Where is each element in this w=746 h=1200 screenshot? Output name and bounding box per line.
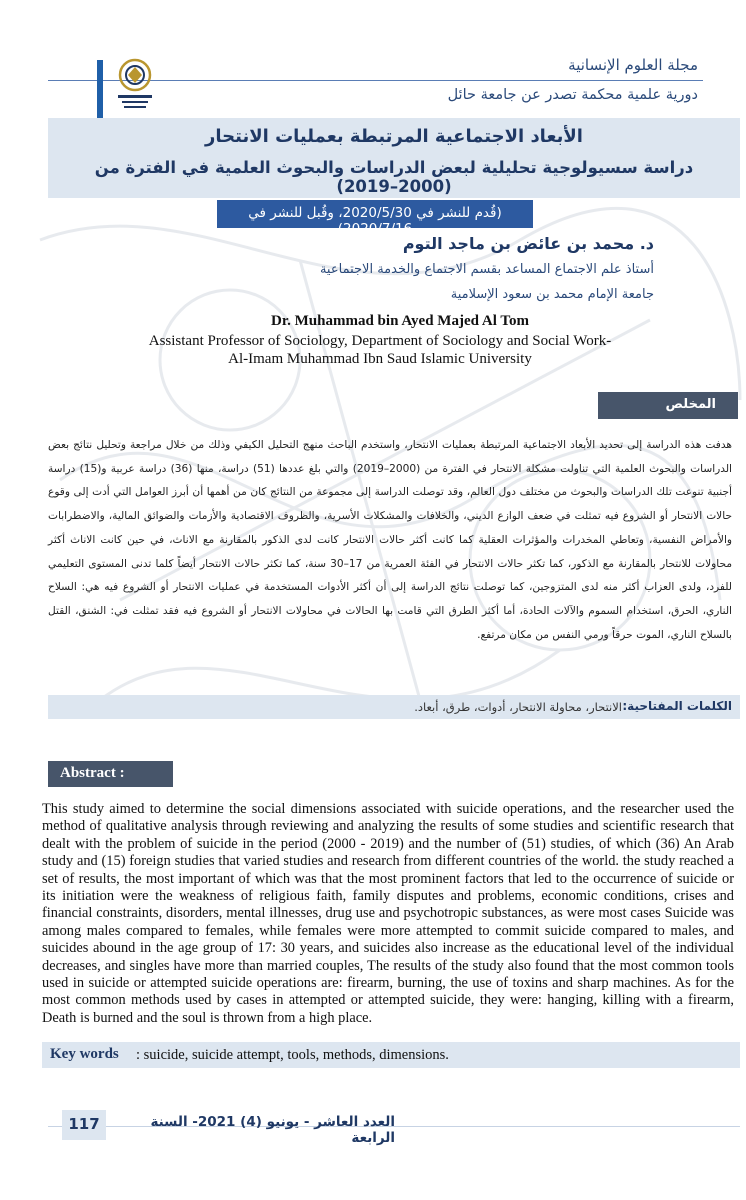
- author-position-english: Assistant Professor of Sociology, Department of Sociology and Social Work-: [148, 333, 612, 349]
- article-subtitle: دراسة سسيولوجية تحليلية لبعض الدراسات والبحوث العلمية في الفترة من (2000–2019): [94, 158, 694, 196]
- english-abstract-heading-box: [48, 761, 173, 787]
- arabic-keywords-text: الانتحار، محاولة الانتحار، أدوات، طرق، أبعاد.: [414, 700, 622, 714]
- submission-dates-badge: [217, 200, 533, 237]
- english-abstract-heading: Abstract :: [60, 765, 125, 781]
- arabic-keywords-label: الكلمات المفتاحية:: [622, 699, 732, 713]
- page-number: 117: [68, 1115, 100, 1133]
- english-abstract-text: This study aimed to determine the social dimensions associated with suicide operations, and the researcher used the method of qualitative analysis through reviewing and analyzing the results of some studies and scientific research that dealt with the problem of suicide in the period (2000 - 2019) and the number of (51) studies, of which (36) An Arab study and (15) foreign studies that varied studies and research from different countries of the world. the study reached a set of results, the most important of which was that the most prominent factors that led to the occurrence of suicide or its initiation were the weakness of religious faith, family disputes and problems, economic conditions, crises and financial constraints, disorders, mental illnesses, drug use and psychotropic substances, as were most cases Suicide was among males compared to females, while females were more attempted to commit suicide compared to males, and suicides abound in the age group of 17: 30 years, and suicides also increase as the educational level of the individual decreases, and singles have more than married couples, The results of the study also found that the most common tools used in suicide or attempted suicide operations are: firearm, burning, the use of toxins and sharp machines. As for the most common methods used by cases in attempted or attempted suicide, they were: hanging, killing with a firearm, Death is burned and the soul is thrown from a high place.: [42, 801, 734, 1026]
- article-title: الأبعاد الاجتماعية المرتبطة بعمليات الانتحار: [205, 126, 583, 147]
- english-keywords-label: Key words: [50, 1046, 119, 1062]
- submission-dates: (قُدم للنشر في 2020/5/30، وقُبل للنشر في 2020/7/16): [248, 205, 502, 237]
- author-position-arabic: أستاذ علم الاجتماع المساعد بقسم الاجتماع والخدمة الاجتماعية: [319, 262, 654, 277]
- arabic-keywords-panel: [48, 695, 740, 719]
- author-name-english: Dr. Muhammad bin Ayed Majed Al Tom: [271, 313, 529, 329]
- arabic-abstract-text: هدفت هذه الدراسة إلى تحديد الأبعاد الاجتماعية المرتبطة بعمليات الانتحار، واستخدم الباحث منهج التحليل الكيفي وذلك من خلال مراجعة وتحليل نتائج بعض الدراسات والبحوث العلمية التي تناولت مشكلة الانتحار في الفترة من (2000–2019) والتي بلغ عددها (51) دراسة، منها (36) دراسة عربية و(15) دراسة أجنبية تنوعت تلك الدراسات والبحوث من مختلف دول العالم، وقد توصلت الدراسة إلى مجموعة من النتائج كان من أهمها أن أبرز العوامل التي أدت إلى وقوع حالات الانتحار أو الشروع فيه تمثلت في ضعف الوازع الديني، والخلافات والمشكلات الأسرية، والظروف الاقتصادية والأزمات والضوائق المالية، والاضطرابات والأمراض النفسية، وتعاطي المخدرات والمؤثرات العقلية كما كانت أكثر حالات الانتحار كانت لدى الذكور بالمقارنة مع الاناث، في حين كانت الاناث أكثر محاولات للانتحار بالمقارنة مع الذكور، كما تكثر حالات الانتحار في الفئة العمرية من 17–30 سنة، كما تكثر حالات الانتحار أيضاً كلما تدنى المستوى التعليمي للفرد، ولدى العزاب أكثر منه لدى المتزوجين، كما توصلت نتائج الدراسة إلى أن أكثر الأدوات المستخدمة في عمليات الانتحار أو الشروع فيه هي: السلاح الناري، الحرق، استخدام السموم والآلات الحادة، أما أكثر الطرق التي قامت بها الحالات في محاولات الانتحار أو الشروع فيه فقد تمثلت في: الشنق، القتل بالسلاح الناري، الموت حرقاً ورمي النفس من مكان مرتفع.: [48, 439, 733, 641]
- author-university-arabic: جامعة الإمام محمد بن سعود الإسلامية: [450, 287, 654, 302]
- journal-name: مجلة العلوم الإنسانية: [568, 56, 698, 74]
- arabic-abstract-heading-box: [598, 392, 738, 419]
- issue-info: العدد العاشر - يونيو (4) 2021- السنة الرابعة: [150, 1114, 395, 1146]
- page-number-box: [62, 1110, 106, 1140]
- journal-subtitle: دورية علمية محكمة تصدر عن جامعة حائل: [447, 87, 698, 103]
- english-keywords-text: : suicide, suicide attempt, tools, methods, dimensions.: [136, 1047, 449, 1063]
- header-accent-bar: [97, 60, 103, 118]
- author-name-arabic: د. محمد بن عائض بن ماجد التوم: [402, 234, 654, 253]
- arabic-abstract-heading: المخلص: [665, 397, 716, 412]
- university-logo: [110, 55, 160, 115]
- english-keywords-panel: [42, 1042, 740, 1068]
- title-panel: [48, 118, 740, 198]
- author-university-english: Al-Imam Muhammad Ibn Saud Islamic University: [228, 351, 532, 367]
